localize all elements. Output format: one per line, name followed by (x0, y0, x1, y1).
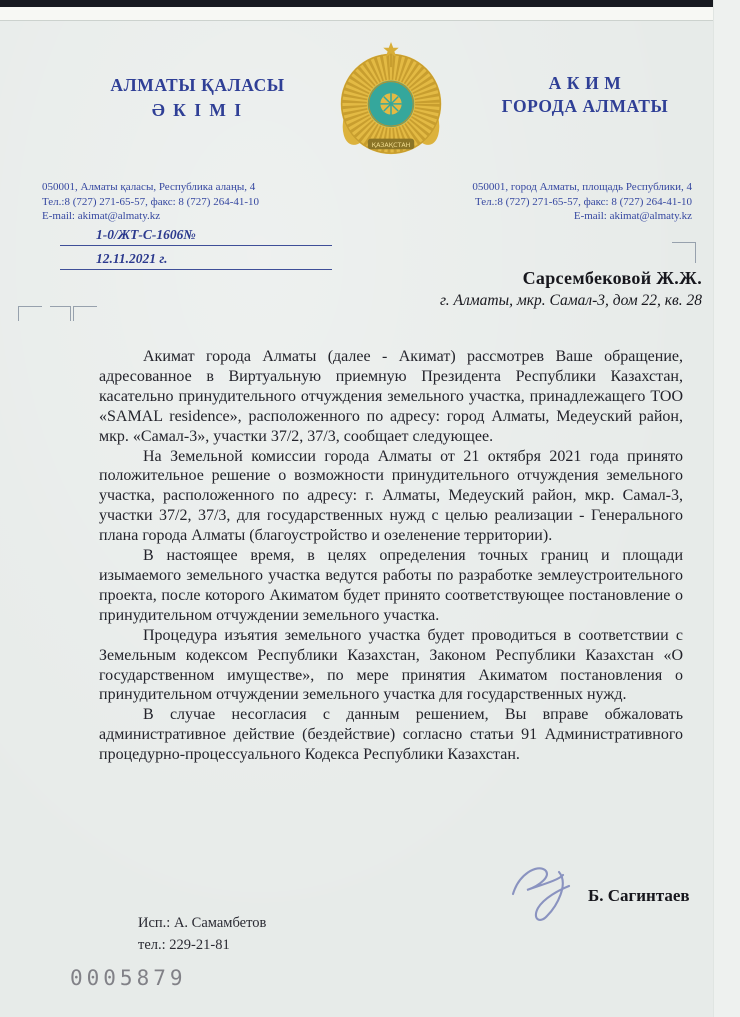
body-paragraph-2: На Земельной комиссии города Алматы от 21 октября 2021 года принято положительное решение о возможности принудительного отчуждения земельного участка, расположенного по адресу: г. Алматы, Медеуский район, мкр. Самал-3, участки 37/2, 37/3, для государственных нужд с целью реализации - Генерального плана города Алматы (благоустройство и озеленение территории). (99, 447, 683, 545)
org-title-kk-line2: Ә К І М І (151, 100, 244, 120)
reference-block (60, 226, 332, 274)
org-title-kk-line1: АЛМАТЫ ҚАЛАСЫ (110, 75, 285, 95)
recipient-address: г. Алматы, мкр. Самал-3, дом 22, кв. 28 (439, 292, 702, 309)
recipient-block (440, 268, 702, 310)
scan-edge-top (0, 0, 740, 7)
corner-mark (672, 242, 696, 263)
emblem-banner-text: ҚАЗАҚСТАН (371, 141, 411, 149)
contact-ru-address: 050001, город Алматы, площадь Республики, 4 (472, 181, 692, 193)
recipient-name: Сарсембековой Ж.Ж. (522, 268, 702, 288)
contact-block-kk (42, 180, 259, 224)
corner-mark (50, 306, 71, 321)
body-paragraph-3: В настоящее время, в целях определения точных границ и площади изымаемого земельного участка ведутся работы по разработке землеустроительного проекта, после которого Акиматом будет принято соответствующее постановление о принудительном отчуждении земельного участка. (99, 547, 683, 624)
org-title-ru-line2: ГОРОДА АЛМАТЫ (501, 96, 669, 116)
contact-ru-phone: Тел.:8 (727) 271-65-57, факс: 8 (727) 264-41-10 (474, 195, 692, 208)
scan-edge-right (713, 0, 740, 1017)
scan-margin-top (0, 7, 740, 21)
corner-mark (18, 306, 42, 321)
executor-name: Исп.: А. Самамбетов (138, 915, 267, 931)
body-paragraph-5: В случае несогласия с данным решением, Вы вправе обжаловать административное действие (бездействие) согласно статьи 91 Административного процедурно-процессуального Кодекса Республики Казахстан. (99, 706, 683, 764)
stamp-counter-number: 0005879 (70, 966, 187, 990)
org-title-ru-line1: А К И М (548, 73, 622, 93)
contact-kk-phone: Тел.:8 (727) 271-65-57, факс: 8 (727) 264-41-10 (42, 195, 260, 208)
corner-mark (73, 306, 97, 321)
contact-ru-email: E-mail: akimat@almaty.kz (573, 210, 692, 222)
letter-body (99, 347, 683, 765)
letterhead-russian-title (466, 72, 704, 118)
handwritten-signature (503, 858, 591, 926)
contact-kk-email: E-mail: akimat@almaty.kz (42, 210, 161, 222)
executor-phone: тел.: 229-21-81 (138, 937, 230, 953)
body-paragraph-4: Процедура изъятия земельного участка будет проводиться в соответствии с Земельным кодексом Республики Казахстан, Законом Республики Казахстан «О государственном имуществе», по мере принятия Акиматом постановления о принудительном отчуждении земельного участка для государственных нужд. (99, 626, 683, 704)
kazakhstan-emblem-icon (333, 38, 449, 162)
reference-number: 1-0/ЖТ-С-1606№ (60, 226, 332, 246)
reference-date: 12.11.2021 г. (60, 250, 332, 270)
executor-block (138, 912, 266, 956)
body-paragraph-1: Акимат города Алматы (далее - Акимат) рассмотрев Ваше обращение, адресованное в Виртуальную приемную Президента Республики Казахстан, касательно принудительного отчуждения земельного участка, принадлежащего ТОО «SAMAL residence», расположенного по адресу: город Алматы, Медеуский район, мкр. «Самал-3», участки 37/2, 37/3, сообщает следующее. (99, 348, 683, 445)
contact-block-ru (420, 180, 692, 224)
letterhead-kazakh-title (70, 74, 325, 122)
contact-kk-address: 050001, Алматы қаласы, Республика алаңы, 4 (42, 181, 256, 193)
signatory-name: Б. Сагинтаев (588, 886, 690, 905)
